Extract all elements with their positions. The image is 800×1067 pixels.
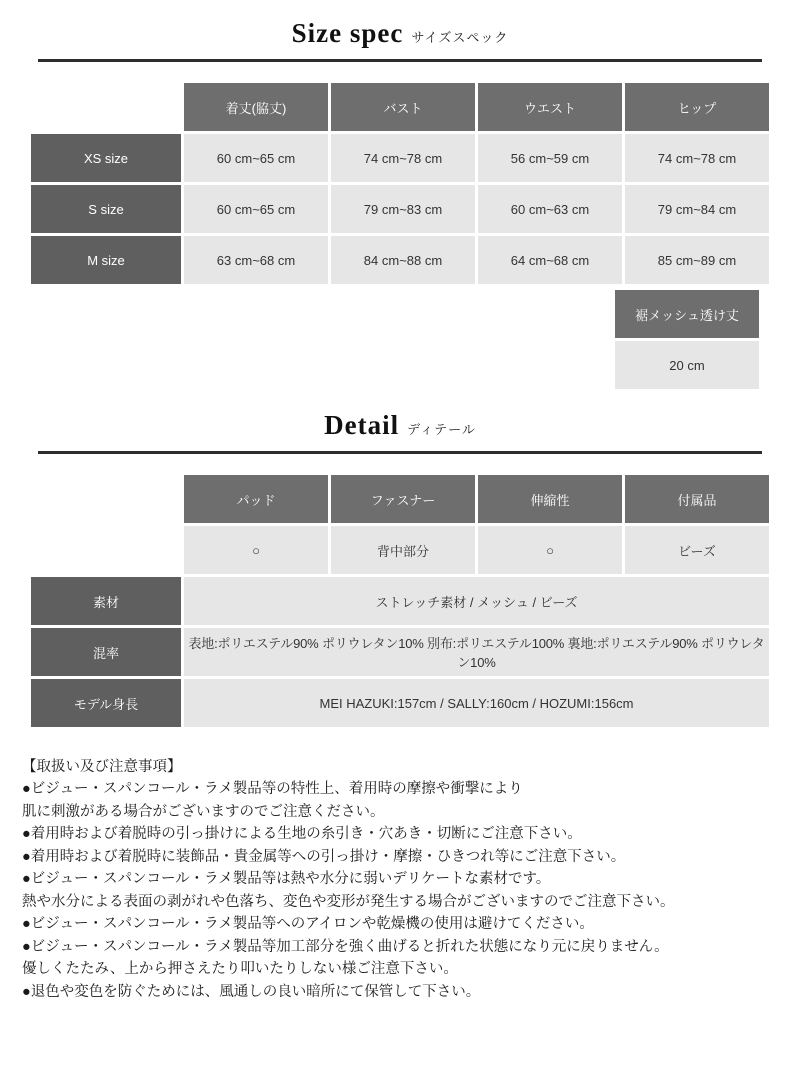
table-header-row	[615, 290, 759, 338]
cell-s-waist: 60 cm~63 cm	[478, 185, 622, 233]
table-row	[31, 577, 769, 625]
column-header-pad: パッド	[184, 475, 328, 523]
cell-composition: 表地:ポリエステル90% ポリウレタン10% 別布:ポリエステル100% 裏地:ポリエステル90% ポリウレタン10%	[184, 628, 769, 676]
column-header-bust: バスト	[331, 83, 475, 131]
row-header-s: S size	[31, 185, 181, 233]
table-row	[615, 341, 759, 389]
row-header-m: M size	[31, 236, 181, 284]
column-header-accessory: 付属品	[625, 475, 769, 523]
row-header-composition: 混率	[31, 628, 181, 676]
cell-pad: ○	[184, 526, 328, 574]
cell-s-hip: 79 cm~84 cm	[625, 185, 769, 233]
cell-xs-bust: 74 cm~78 cm	[331, 134, 475, 182]
cell-m-waist: 64 cm~68 cm	[478, 236, 622, 284]
table-row	[31, 236, 769, 284]
detail-title-jp: ディテール	[407, 422, 476, 437]
notes-line: 優しくたたみ、上から押さえたり叩いたりしない様ご注意下さい。	[22, 961, 458, 978]
cell-m-hip: 85 cm~89 cm	[625, 236, 769, 284]
corner-cell	[31, 475, 181, 523]
cell-xs-waist: 56 cm~59 cm	[478, 134, 622, 182]
detail-heading	[0, 392, 800, 441]
notes-line: ●ビジュー・スパンコール・ラメ製品等加工部分を強く曲げると折れた状態になり元に戻りません。	[22, 938, 669, 955]
cell-m-length: 63 cm~68 cm	[184, 236, 328, 284]
cell-s-length: 60 cm~65 cm	[184, 185, 328, 233]
cell-m-bust: 84 cm~88 cm	[331, 236, 475, 284]
row-header-model-height: モデル身長	[31, 679, 181, 727]
detail-title-en: Detail	[324, 410, 400, 440]
cell-mesh-sheer-length: 20 cm	[615, 341, 759, 389]
cell-s-bust: 79 cm~83 cm	[331, 185, 475, 233]
cell-zipper: 背中部分	[331, 526, 475, 574]
cell-xs-hip: 74 cm~78 cm	[625, 134, 769, 182]
column-header-hip: ヒップ	[625, 83, 769, 131]
notes-line: ●ビジュー・スパンコール・ラメ製品等の特性上、着用時の摩擦や衝撃により	[22, 781, 523, 798]
table-row	[31, 628, 769, 676]
mesh-length-table	[612, 287, 762, 392]
column-header-length: 着丈(脇丈)	[184, 83, 328, 131]
notes-line: 肌に刺激がある場合がございますのでご注意ください。	[22, 803, 385, 820]
notes-line: ●着用時および着脱時に装飾品・貴金属等への引っ掛け・摩擦・ひきつれ等にご注意下さい。	[22, 848, 626, 865]
cell-stretch: ○	[478, 526, 622, 574]
notes-line: ●退色や変色を防ぐためには、風通しの良い暗所にて保管して下さい。	[22, 983, 481, 1000]
column-header-mesh-sheer-length: 裾メッシュ透け丈	[615, 290, 759, 338]
column-header-stretch: 伸縮性	[478, 475, 622, 523]
table-row	[31, 679, 769, 727]
column-header-zipper: ファスナー	[331, 475, 475, 523]
notes-line: 熱や水分による表面の剥がれや色落ち、変色や変形が発生する場合がございますのでご注意下さい。	[22, 893, 675, 910]
size-spec-title-jp: サイズスペック	[411, 30, 509, 45]
table-header-row	[31, 83, 769, 131]
cell-material: ストレッチ素材 / メッシュ / ビーズ	[184, 577, 769, 625]
table-row	[31, 134, 769, 182]
table-row	[31, 185, 769, 233]
size-spec-divider	[38, 59, 762, 62]
row-header-xs: XS size	[31, 134, 181, 182]
cell-model-height: MEI HAZUKI:157cm / SALLY:160cm / HOZUMI:156cm	[184, 679, 769, 727]
row-header-material: 素材	[31, 577, 181, 625]
corner-cell	[31, 83, 181, 131]
table-header-row	[31, 475, 769, 523]
empty-row-header	[31, 526, 181, 574]
column-header-waist: ウエスト	[478, 83, 622, 131]
notes-line: ●ビジュー・スパンコール・ラメ製品等へのアイロンや乾燥機の使用は避けてください。	[22, 916, 594, 933]
notes-line: ●着用時および着脱時の引っ掛けによる生地の糸引き・穴あき・切断にご注意下さい。	[22, 826, 582, 843]
cell-accessory: ビーズ	[625, 526, 769, 574]
cell-xs-length: 60 cm~65 cm	[184, 134, 328, 182]
table-row	[31, 526, 769, 574]
size-spec-heading	[0, 0, 800, 49]
notes-line: ●ビジュー・スパンコール・ラメ製品等は熱や水分に弱いデリケートな素材です。	[22, 871, 551, 888]
handling-notes	[22, 756, 800, 1003]
size-spec-table	[28, 80, 772, 287]
mesh-length-block	[38, 287, 762, 392]
size-spec-title-en: Size spec	[291, 18, 404, 48]
detail-table	[28, 472, 772, 730]
detail-divider	[38, 451, 762, 454]
notes-heading: 【取扱い及び注意事項】	[22, 759, 182, 775]
